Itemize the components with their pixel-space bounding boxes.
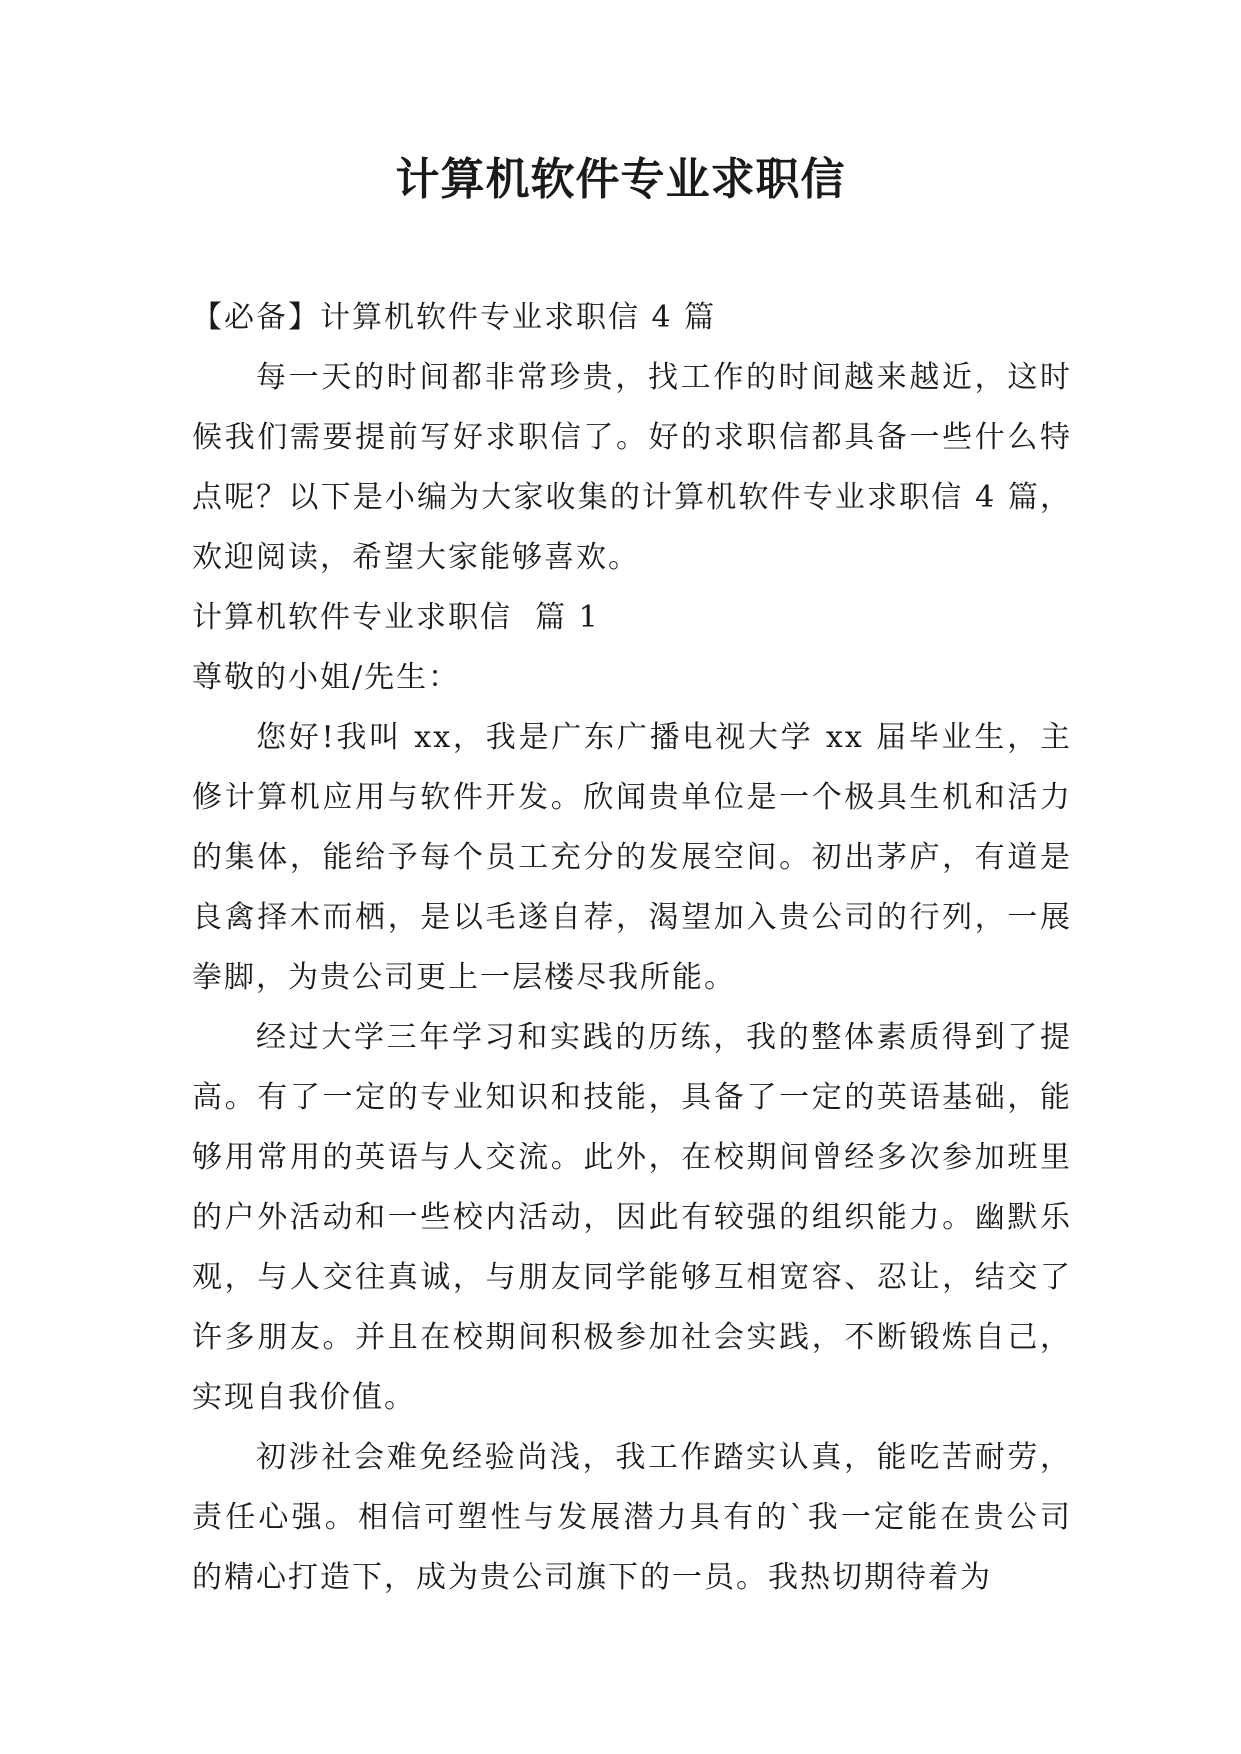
body-paragraph: 初涉社会难免经验尚浅，我工作踏实认真，能吃苦耐劳，责任心强。相信可塑性与发展潜力具有的`我一定能在贵公司的精心打造下，成为贵公司旗下的一员。我热切期待着为: [192, 1440, 1072, 1595]
document-subtitle: 【必备】计算机软件专业求职信 4 篇: [192, 300, 717, 335]
document-body: [192, 288, 1072, 1608]
document-title: 计算机软件专业求职信: [395, 154, 846, 205]
section-heading: 计算机软件专业求职信 篇 1: [192, 600, 600, 635]
salutation: 尊敬的小姐/先生：: [192, 660, 461, 695]
body-paragraph: 您好!我叫 xx，我是广东广播电视大学 xx 届毕业生，主修计算机应用与软件开发。欣闻贵单位是一个极具生机和活力的集体，能给予每个员工充分的发展空间。初出茅庐，有道是良禽择木而栖，是以毛遂自荐，渴望加入贵公司的行列，一展拳脚，为贵公司更上一层楼尽我所能。: [192, 720, 1072, 995]
intro-paragraph: 每一天的时间都非常珍贵，找工作的时间越来越近，这时候我们需要提前写好求职信了。好的求职信都具备一些什么特点呢？以下是小编为大家收集的计算机软件专业求职信 4 篇，欢迎阅读，希望大家能够喜欢。: [192, 360, 1072, 575]
body-paragraph: 经过大学三年学习和实践的历练，我的整体素质得到了提高。有了一定的专业知识和技能，具备了一定的英语基础，能够用常用的英语与人交流。此外，在校期间曾经多次参加班里的户外活动和一些校内活动，因此有较强的组织能力。幽默乐观，与人交往真诚，与朋友同学能够互相宽容、忍让，结交了许多朋友。并且在校期间积极参加社会实践，不断锻炼自己，实现自我价值。: [192, 1020, 1072, 1415]
